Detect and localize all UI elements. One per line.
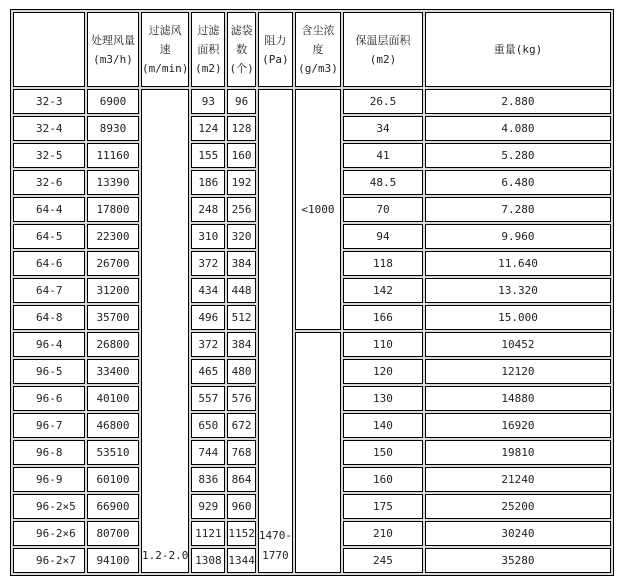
cell-weight: 11.640 <box>425 251 611 276</box>
header-bag-count: 滤袋 数 (个) <box>227 12 256 87</box>
header-airflow: 处理风量 (m3/h) <box>87 12 139 87</box>
cell-weight: 35280 <box>425 548 611 573</box>
cell-airflow: 26700 <box>87 251 139 276</box>
cell-model: 96-2×7 <box>13 548 85 573</box>
cell-model: 32-4 <box>13 116 85 141</box>
cell-filter-area: 186 <box>191 170 225 195</box>
cell-insulation-area: 26.5 <box>343 89 423 114</box>
header-dust-concentration: 含尘浓 度 (g/m3) <box>295 12 341 87</box>
cell-bag-count: 480 <box>227 359 256 384</box>
cell-airflow: 53510 <box>87 440 139 465</box>
header-filter-area: 过滤 面积 (m2) <box>191 12 225 87</box>
cell-insulation-area: 118 <box>343 251 423 276</box>
cell-bag-count: 512 <box>227 305 256 330</box>
cell-insulation-area: 210 <box>343 521 423 546</box>
cell-model: 64-8 <box>13 305 85 330</box>
cell-model: 96-7 <box>13 413 85 438</box>
cell-airflow: 46800 <box>87 413 139 438</box>
cell-airflow: 6900 <box>87 89 139 114</box>
cell-insulation-area: 41 <box>343 143 423 168</box>
cell-weight: 7.280 <box>425 197 611 222</box>
cell-model: 64-6 <box>13 251 85 276</box>
cell-airflow: 17800 <box>87 197 139 222</box>
cell-insulation-area: 120 <box>343 359 423 384</box>
cell-weight: 15.000 <box>425 305 611 330</box>
cell-weight: 25200 <box>425 494 611 519</box>
cell-weight: 14880 <box>425 386 611 411</box>
cell-bag-count: 960 <box>227 494 256 519</box>
cell-bag-count: 576 <box>227 386 256 411</box>
cell-bag-count: 864 <box>227 467 256 492</box>
cell-filter-area: 1121 <box>191 521 225 546</box>
cell-insulation-area: 70 <box>343 197 423 222</box>
cell-insulation-area: 245 <box>343 548 423 573</box>
cell-airflow: 60100 <box>87 467 139 492</box>
cell-insulation-area: 166 <box>343 305 423 330</box>
cell-weight: 10452 <box>425 332 611 357</box>
cell-filter-area: 557 <box>191 386 225 411</box>
resistance-line-2: 1770 <box>262 549 289 562</box>
cell-airflow: 26800 <box>87 332 139 357</box>
cell-insulation-area: 140 <box>343 413 423 438</box>
cell-airflow: 80700 <box>87 521 139 546</box>
cell-insulation-area: 34 <box>343 116 423 141</box>
cell-airflow: 40100 <box>87 386 139 411</box>
header-weight: 重量(kg) <box>425 12 611 87</box>
cell-filter-area: 836 <box>191 467 225 492</box>
cell-filter-area: 155 <box>191 143 225 168</box>
cell-insulation-area: 48.5 <box>343 170 423 195</box>
cell-airflow: 35700 <box>87 305 139 330</box>
cell-filter-area: 434 <box>191 278 225 303</box>
cell-weight: 12120 <box>425 359 611 384</box>
cell-filter-area: 124 <box>191 116 225 141</box>
cell-model: 32-3 <box>13 89 85 114</box>
header-insulation-area: 保温层面积 (m2) <box>343 12 423 87</box>
cell-bag-count: 672 <box>227 413 256 438</box>
cell-model: 96-8 <box>13 440 85 465</box>
cell-filter-area: 372 <box>191 251 225 276</box>
cell-airflow: 66900 <box>87 494 139 519</box>
cell-bag-count: 448 <box>227 278 256 303</box>
cell-bag-count: 768 <box>227 440 256 465</box>
cell-filter-area: 929 <box>191 494 225 519</box>
cell-filter-speed: 1.2-2.0 <box>141 89 189 573</box>
cell-airflow: 33400 <box>87 359 139 384</box>
cell-airflow: 31200 <box>87 278 139 303</box>
cell-weight: 5.280 <box>425 143 611 168</box>
cell-dust-concentration-blank <box>295 332 341 573</box>
cell-model: 96-5 <box>13 359 85 384</box>
cell-filter-area: 650 <box>191 413 225 438</box>
cell-model: 32-5 <box>13 143 85 168</box>
cell-bag-count: 384 <box>227 251 256 276</box>
cell-bag-count: 128 <box>227 116 256 141</box>
cell-bag-count: 256 <box>227 197 256 222</box>
cell-bag-count: 384 <box>227 332 256 357</box>
cell-insulation-area: 142 <box>343 278 423 303</box>
cell-weight: 19810 <box>425 440 611 465</box>
table-row <box>13 89 611 114</box>
cell-model: 96-2×6 <box>13 521 85 546</box>
cell-filter-area: 93 <box>191 89 225 114</box>
cell-filter-area: 744 <box>191 440 225 465</box>
cell-insulation-area: 175 <box>343 494 423 519</box>
cell-weight: 21240 <box>425 467 611 492</box>
cell-dust-concentration: <1000 <box>295 89 341 330</box>
header-model <box>13 12 85 87</box>
cell-weight: 13.320 <box>425 278 611 303</box>
cell-filter-area: 310 <box>191 224 225 249</box>
cell-filter-area: 465 <box>191 359 225 384</box>
cell-bag-count: 1152 <box>227 521 256 546</box>
cell-bag-count: 192 <box>227 170 256 195</box>
cell-model: 96-4 <box>13 332 85 357</box>
header-resistance: 阻力 (Pa) <box>258 12 293 87</box>
cell-weight: 2.880 <box>425 89 611 114</box>
cell-model: 64-4 <box>13 197 85 222</box>
cell-airflow: 11160 <box>87 143 139 168</box>
cell-filter-area: 496 <box>191 305 225 330</box>
cell-model: 64-7 <box>13 278 85 303</box>
cell-filter-area: 372 <box>191 332 225 357</box>
table-row <box>13 332 611 357</box>
cell-weight: 9.960 <box>425 224 611 249</box>
cell-bag-count: 1344 <box>227 548 256 573</box>
cell-insulation-area: 160 <box>343 467 423 492</box>
cell-airflow: 8930 <box>87 116 139 141</box>
cell-filter-area: 248 <box>191 197 225 222</box>
cell-weight: 4.080 <box>425 116 611 141</box>
cell-insulation-area: 110 <box>343 332 423 357</box>
cell-weight: 16920 <box>425 413 611 438</box>
cell-insulation-area: 130 <box>343 386 423 411</box>
cell-model: 32-6 <box>13 170 85 195</box>
cell-insulation-area: 94 <box>343 224 423 249</box>
cell-bag-count: 96 <box>227 89 256 114</box>
cell-model: 96-9 <box>13 467 85 492</box>
cell-model: 64-5 <box>13 224 85 249</box>
cell-insulation-area: 150 <box>343 440 423 465</box>
cell-airflow: 94100 <box>87 548 139 573</box>
cell-filter-area: 1308 <box>191 548 225 573</box>
header-row <box>13 12 611 87</box>
cell-model: 96-6 <box>13 386 85 411</box>
cell-airflow: 22300 <box>87 224 139 249</box>
spec-table <box>10 9 614 576</box>
cell-airflow: 13390 <box>87 170 139 195</box>
cell-bag-count: 160 <box>227 143 256 168</box>
cell-bag-count: 320 <box>227 224 256 249</box>
header-filter-speed: 过滤风 速 (m/min) <box>141 12 189 87</box>
cell-resistance <box>258 89 293 573</box>
cell-weight: 30240 <box>425 521 611 546</box>
spec-table-frame <box>10 9 614 576</box>
resistance-line-1: 1470- <box>258 529 292 542</box>
cell-model: 96-2×5 <box>13 494 85 519</box>
cell-weight: 6.480 <box>425 170 611 195</box>
